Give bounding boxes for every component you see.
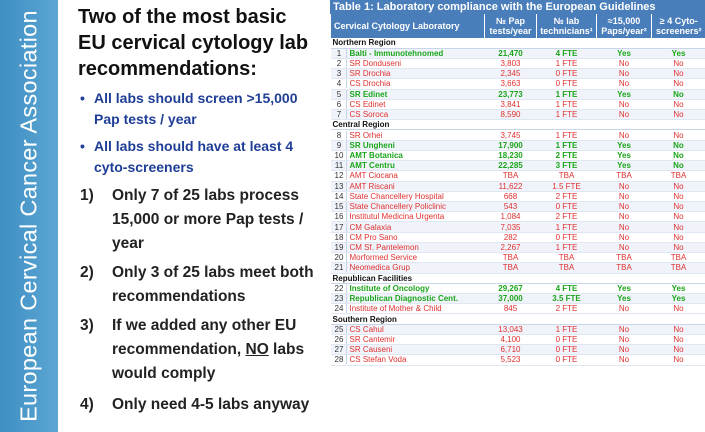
row-number: 18	[333, 233, 347, 242]
paps-compliance-cell: No	[597, 334, 652, 344]
point-number: 2)	[80, 264, 94, 281]
screeners-compliance-cell: No	[652, 355, 705, 365]
table-row	[331, 242, 705, 252]
pap-tests-cell: 22,285	[485, 161, 537, 171]
screeners-compliance-cell: No	[652, 242, 705, 252]
row-number: 14	[333, 192, 347, 201]
row-number: 15	[333, 202, 347, 211]
screeners-compliance-cell: No	[652, 232, 705, 242]
row-number: 2	[333, 59, 347, 68]
technicians-cell: 1 FTE	[537, 99, 597, 109]
table-row	[331, 212, 705, 222]
lab-name-cell	[331, 150, 485, 160]
point-number: 1)	[80, 187, 94, 204]
lab-name-cell	[331, 171, 485, 181]
table-row	[331, 263, 705, 273]
paps-compliance-cell: No	[597, 355, 652, 365]
lab-name: AMT Centru	[349, 161, 395, 171]
paps-compliance-cell: No	[597, 130, 652, 140]
compliance-table-panel	[330, 0, 705, 432]
pap-tests-cell: TBA	[485, 253, 537, 263]
row-number: 4	[333, 79, 347, 88]
pap-tests-cell: TBA	[485, 263, 537, 273]
lab-name: SR Orhei	[349, 130, 383, 140]
point-text: Only need 4-5 labs anyway	[112, 396, 310, 413]
paps-compliance-cell: Yes	[597, 283, 652, 293]
bullet-dot-icon: •	[80, 90, 85, 106]
technicians-cell: 3 FTE	[537, 161, 597, 171]
row-number: 23	[333, 294, 347, 303]
technicians-cell: 2 FTE	[537, 212, 597, 222]
lab-name: CS Drochia	[349, 79, 391, 89]
pap-tests-cell: 543	[485, 202, 537, 212]
paps-compliance-cell: Yes	[597, 48, 652, 58]
technicians-cell: 0 FTE	[537, 202, 597, 212]
lab-name-cell	[331, 345, 485, 355]
lab-name-cell	[331, 242, 485, 252]
pap-tests-cell: 11,622	[485, 181, 537, 191]
column-header: № lab technicians¹	[537, 14, 597, 38]
table-row	[331, 150, 705, 160]
table-row	[331, 355, 705, 365]
paps-compliance-cell: No	[597, 58, 652, 68]
screeners-compliance-cell: No	[652, 181, 705, 191]
screeners-compliance-cell: No	[652, 324, 705, 334]
screeners-compliance-cell: No	[652, 304, 705, 314]
paps-compliance-cell: No	[597, 181, 652, 191]
lab-name: CS Stefan Voda	[349, 355, 407, 365]
lab-name: SR Donduseni	[349, 59, 402, 69]
row-number: 25	[333, 325, 347, 334]
paps-compliance-cell: Yes	[597, 161, 652, 171]
lab-name: State Chancellery Hospital	[349, 191, 444, 201]
technicians-cell: 1 FTE	[537, 89, 597, 99]
screeners-compliance-cell: Yes	[652, 283, 705, 293]
screeners-compliance-cell: No	[652, 79, 705, 89]
lab-name-cell	[331, 110, 485, 120]
lab-name-cell	[331, 202, 485, 212]
point-number: 3)	[80, 317, 94, 334]
paps-compliance-cell: No	[597, 345, 652, 355]
lab-name-cell	[331, 140, 485, 150]
pap-tests-cell: 18,230	[485, 150, 537, 160]
paps-compliance-cell: No	[597, 304, 652, 314]
column-header: ≈15,000 Paps/year²	[597, 14, 652, 38]
lab-name-cell	[331, 79, 485, 89]
screeners-compliance-cell: No	[652, 110, 705, 120]
technicians-cell: 1 FTE	[537, 242, 597, 252]
row-number: 1	[333, 49, 347, 58]
row-number: 19	[333, 243, 347, 252]
screeners-compliance-cell: No	[652, 150, 705, 160]
lab-name-cell	[331, 283, 485, 293]
technicians-cell: 0 FTE	[537, 334, 597, 344]
pap-tests-cell: 668	[485, 191, 537, 201]
point-text: Only 3 of 25 labs meet both recommendations	[112, 264, 314, 305]
numbered-point	[80, 184, 320, 256]
lab-name-cell	[331, 222, 485, 232]
table-row	[331, 89, 705, 99]
pap-tests-cell: 23,773	[485, 89, 537, 99]
sidebar-banner	[0, 0, 58, 432]
paps-compliance-cell: No	[597, 324, 652, 334]
table-row	[331, 99, 705, 109]
paps-compliance-cell: No	[597, 202, 652, 212]
paps-compliance-cell: No	[597, 191, 652, 201]
technicians-cell: 4 FTE	[537, 283, 597, 293]
lab-name-cell	[331, 161, 485, 171]
lab-name: CS Cahul	[349, 324, 384, 334]
bullet-item	[80, 88, 312, 130]
lab-name-cell	[331, 69, 485, 79]
pap-tests-cell: 13,043	[485, 324, 537, 334]
paps-compliance-cell: No	[597, 69, 652, 79]
screeners-compliance-cell: Yes	[652, 293, 705, 303]
pap-tests-cell: 282	[485, 232, 537, 242]
pap-tests-cell: 5,523	[485, 355, 537, 365]
paps-compliance-cell: No	[597, 99, 652, 109]
paps-compliance-cell: No	[597, 222, 652, 232]
numbered-point	[80, 393, 320, 417]
paps-compliance-cell: No	[597, 110, 652, 120]
lab-name: SR Causeni	[349, 345, 393, 355]
technicians-cell: TBA	[537, 253, 597, 263]
numbered-point	[80, 314, 320, 386]
row-number: 17	[333, 223, 347, 232]
lab-name-cell	[331, 191, 485, 201]
technicians-cell: 1 FTE	[537, 130, 597, 140]
pap-tests-cell: TBA	[485, 171, 537, 181]
lab-name-cell	[331, 130, 485, 140]
technicians-cell: 1 FTE	[537, 110, 597, 120]
row-number: 22	[333, 284, 347, 293]
table-row	[331, 69, 705, 79]
row-number: 13	[333, 182, 347, 191]
screeners-compliance-cell: No	[652, 58, 705, 68]
bullet-text: All labs should screen >15,000 Pap tests / year	[94, 90, 298, 127]
table-row	[331, 232, 705, 242]
lab-name: Republican Diagnostic Cent.	[349, 294, 458, 304]
table-row	[331, 324, 705, 334]
bullet-dot-icon: •	[80, 138, 85, 154]
row-number: 26	[333, 335, 347, 344]
table-row	[331, 181, 705, 191]
screeners-compliance-cell: No	[652, 69, 705, 79]
technicians-cell: 0 FTE	[537, 79, 597, 89]
screeners-compliance-cell: TBA	[652, 263, 705, 273]
screeners-compliance-cell: No	[652, 191, 705, 201]
lab-name-cell	[331, 293, 485, 303]
screeners-compliance-cell: TBA	[652, 171, 705, 181]
table-row	[331, 79, 705, 89]
region-name: Southern Region	[331, 314, 705, 324]
paps-compliance-cell: Yes	[597, 89, 652, 99]
screeners-compliance-cell: No	[652, 202, 705, 212]
lab-name: Institute of Mother & Child	[349, 304, 442, 314]
point-text: Only 7 of 25 labs process 15,000 or more Pap tests / year	[112, 187, 304, 252]
lab-name: SR Edinet	[349, 89, 388, 99]
row-number: 5	[333, 90, 347, 99]
table-row	[331, 130, 705, 140]
lab-name: AMT Riscani	[349, 181, 395, 191]
lab-name-cell	[331, 232, 485, 242]
technicians-cell: 0 FTE	[537, 232, 597, 242]
row-number: 10	[333, 151, 347, 160]
row-number: 28	[333, 355, 347, 364]
lab-name-cell	[331, 181, 485, 191]
row-number: 20	[333, 253, 347, 262]
table-row	[331, 304, 705, 314]
lab-name: Balti - Immunotehnomed	[349, 48, 444, 58]
point-text-post: labs would comply	[112, 341, 305, 382]
technicians-cell: 0 FTE	[537, 355, 597, 365]
row-number: 27	[333, 345, 347, 354]
region-name: Central Region	[331, 120, 705, 130]
lab-name-cell	[331, 212, 485, 222]
region-name: Republican Facilities	[331, 273, 705, 283]
point-text-pre: If we added any other EU recommendation,	[112, 317, 297, 358]
screeners-compliance-cell: No	[652, 130, 705, 140]
table-row	[331, 293, 705, 303]
lab-name-cell	[331, 304, 485, 314]
lab-name: AMT Ciocana	[349, 171, 398, 181]
lab-name-cell	[331, 355, 485, 365]
pap-tests-cell: 17,900	[485, 140, 537, 150]
table-caption: Table 1: Laboratory compliance with the European Guidelines	[330, 0, 705, 14]
lab-name: Neomedica Grup	[349, 263, 410, 273]
screeners-compliance-cell: No	[652, 334, 705, 344]
technicians-cell: 1 FTE	[537, 222, 597, 232]
row-number: 21	[333, 263, 347, 272]
lab-name-cell	[331, 48, 485, 58]
row-number: 6	[333, 100, 347, 109]
lab-name-cell	[331, 253, 485, 263]
region-header-row	[331, 273, 705, 283]
region-header-row	[331, 120, 705, 130]
table-row	[331, 48, 705, 58]
pap-tests-cell: 3,663	[485, 79, 537, 89]
table-row	[331, 222, 705, 232]
table-row	[331, 161, 705, 171]
screeners-compliance-cell: No	[652, 345, 705, 355]
table-row	[331, 345, 705, 355]
screeners-compliance-cell: Yes	[652, 48, 705, 58]
paps-compliance-cell: No	[597, 79, 652, 89]
lab-name: AMT Botanica	[349, 151, 403, 161]
lab-name-cell	[331, 324, 485, 334]
pap-tests-cell: 21,470	[485, 48, 537, 58]
technicians-cell: 1 FTE	[537, 58, 597, 68]
pap-tests-cell: 3,803	[485, 58, 537, 68]
pap-tests-cell: 29,267	[485, 283, 537, 293]
technicians-cell: 1 FTE	[537, 324, 597, 334]
lab-name: CM Pro Sano	[349, 232, 398, 242]
row-number: 11	[333, 161, 347, 170]
table-row	[331, 334, 705, 344]
technicians-cell: 2 FTE	[537, 191, 597, 201]
paps-compliance-cell: TBA	[597, 253, 652, 263]
screeners-compliance-cell: No	[652, 89, 705, 99]
table-row	[331, 110, 705, 120]
lab-name: State Chancellery Policlinic	[349, 202, 446, 212]
row-number: 7	[333, 110, 347, 119]
screeners-compliance-cell: No	[652, 222, 705, 232]
technicians-cell: 3.5 FTE	[537, 293, 597, 303]
row-number: 12	[333, 171, 347, 180]
pap-tests-cell: 2,345	[485, 69, 537, 79]
technicians-cell: 1 FTE	[537, 140, 597, 150]
lab-name: Institute of Oncology	[349, 283, 430, 293]
pap-tests-cell: 8,590	[485, 110, 537, 120]
paps-compliance-cell: No	[597, 212, 652, 222]
screeners-compliance-cell: No	[652, 161, 705, 171]
table-header-row	[331, 14, 705, 38]
lab-name: SR Ungheni	[349, 140, 395, 150]
column-header: № Pap tests/year	[485, 14, 537, 38]
table-row	[331, 283, 705, 293]
row-number: 24	[333, 304, 347, 313]
screeners-compliance-cell: No	[652, 99, 705, 109]
table-row	[331, 253, 705, 263]
lab-name: SR Cantemir	[349, 334, 396, 344]
bullet-item	[80, 136, 312, 178]
technicians-cell: 2 FTE	[537, 304, 597, 314]
row-number: 9	[333, 141, 347, 150]
table-row	[331, 58, 705, 68]
column-header: ≥ 4 Cyto-screeners²	[652, 14, 705, 38]
lab-name-cell	[331, 263, 485, 273]
technicians-cell: 0 FTE	[537, 345, 597, 355]
lab-name-cell	[331, 99, 485, 109]
lab-name: SR Drochia	[349, 69, 391, 79]
technicians-cell: 0 FTE	[537, 69, 597, 79]
paps-compliance-cell: TBA	[597, 263, 652, 273]
paps-compliance-cell: No	[597, 242, 652, 252]
region-header-row	[331, 38, 705, 48]
slide-title: Two of the most basic EU cervical cytology lab recommendations:	[78, 6, 309, 80]
table-row	[331, 140, 705, 150]
paps-compliance-cell: Yes	[597, 293, 652, 303]
region-header-row	[331, 314, 705, 324]
pap-tests-cell: 3,841	[485, 99, 537, 109]
lab-name-cell	[331, 58, 485, 68]
column-header: Cervical Cytology Laboratory	[331, 14, 485, 38]
row-number: 3	[333, 69, 347, 78]
table-row	[331, 191, 705, 201]
numbered-point	[80, 261, 320, 309]
row-number: 16	[333, 212, 347, 221]
organization-name: European Cervical Cancer Association	[15, 10, 42, 422]
lab-name: CM Galaxia	[349, 222, 392, 232]
row-number: 8	[333, 131, 347, 140]
table-body	[331, 38, 705, 365]
compliance-table	[330, 14, 705, 366]
lab-name-cell	[331, 334, 485, 344]
paps-compliance-cell: TBA	[597, 171, 652, 181]
lab-name: Institutul Medicina Urgenta	[349, 212, 445, 222]
lab-name: Morformed Service	[349, 253, 418, 263]
technicians-cell: 2 FTE	[537, 150, 597, 160]
bullet-text: All labs should have at least 4 cyto-screeners	[94, 138, 294, 175]
pap-tests-cell: 7,035	[485, 222, 537, 232]
point-number: 4)	[80, 396, 94, 413]
pap-tests-cell: 1,084	[485, 212, 537, 222]
technicians-cell: TBA	[537, 263, 597, 273]
table-row	[331, 171, 705, 181]
point-text-emphasis: NO	[245, 341, 269, 358]
lab-name: CS Edinet	[349, 99, 386, 109]
technicians-cell: 1.5 FTE	[537, 181, 597, 191]
technicians-cell: TBA	[537, 171, 597, 181]
pap-tests-cell: 6,710	[485, 345, 537, 355]
lab-name-cell	[331, 89, 485, 99]
screeners-compliance-cell: No	[652, 140, 705, 150]
paps-compliance-cell: Yes	[597, 150, 652, 160]
paps-compliance-cell: No	[597, 232, 652, 242]
pap-tests-cell: 37,000	[485, 293, 537, 303]
pap-tests-cell: 4,100	[485, 334, 537, 344]
lab-name: CS Soroca	[349, 110, 389, 120]
screeners-compliance-cell: TBA	[652, 253, 705, 263]
lab-name: CM Sf. Pantelemon	[349, 242, 419, 252]
pap-tests-cell: 2,267	[485, 242, 537, 252]
pap-tests-cell: 3,745	[485, 130, 537, 140]
technicians-cell: 4 FTE	[537, 48, 597, 58]
region-name: Northern Region	[331, 38, 705, 48]
paps-compliance-cell: Yes	[597, 140, 652, 150]
table-row	[331, 202, 705, 212]
screeners-compliance-cell: No	[652, 212, 705, 222]
pap-tests-cell: 845	[485, 304, 537, 314]
